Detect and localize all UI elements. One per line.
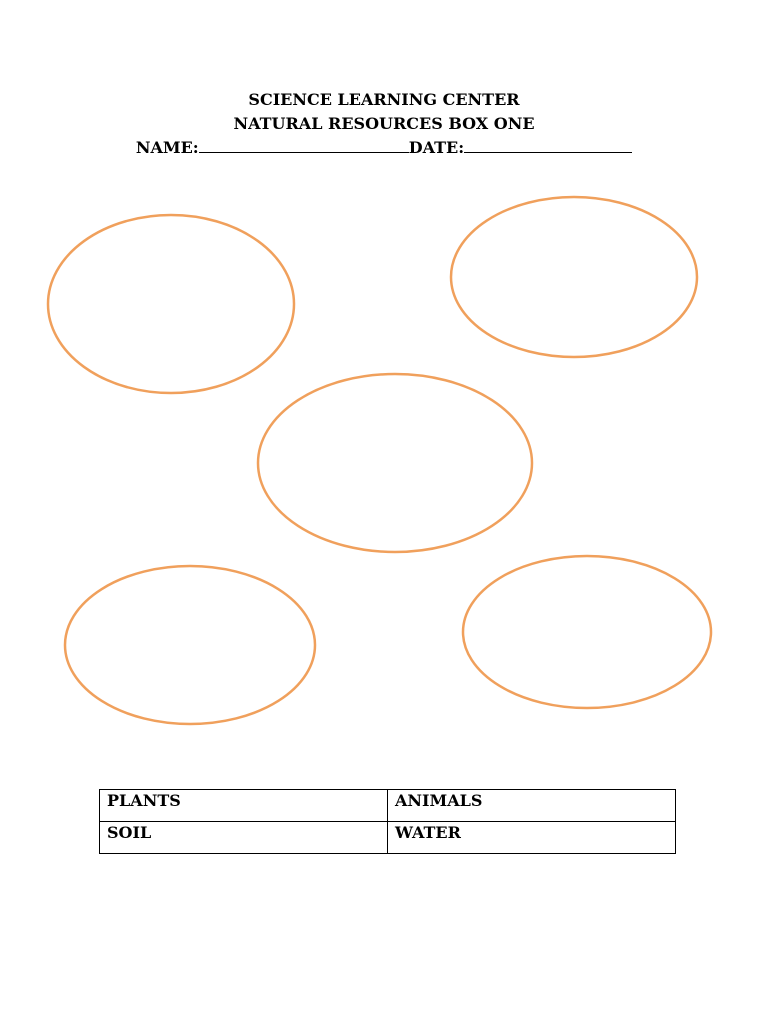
oval-top-right[interactable] [451,197,697,357]
worksheet-subtitle: NATURAL RESOURCES BOX ONE [233,114,535,133]
oval-top-left[interactable] [48,215,294,393]
date-label: DATE: [408,138,465,157]
oval-bottom-right[interactable] [463,556,711,708]
oval-center[interactable] [258,374,532,552]
table-row [100,822,676,854]
table-row [100,790,676,822]
category-cell-plants: PLANTS [100,790,388,822]
oval-bottom-left[interactable] [65,566,315,724]
category-cell-soil: SOIL [100,822,388,854]
category-cell-water: WATER [388,822,676,854]
worksheet-title: SCIENCE LEARNING CENTER [248,90,520,109]
category-cell-animals: ANIMALS [388,790,676,822]
resource-category-table [99,789,676,854]
name-label: NAME: [135,138,199,157]
